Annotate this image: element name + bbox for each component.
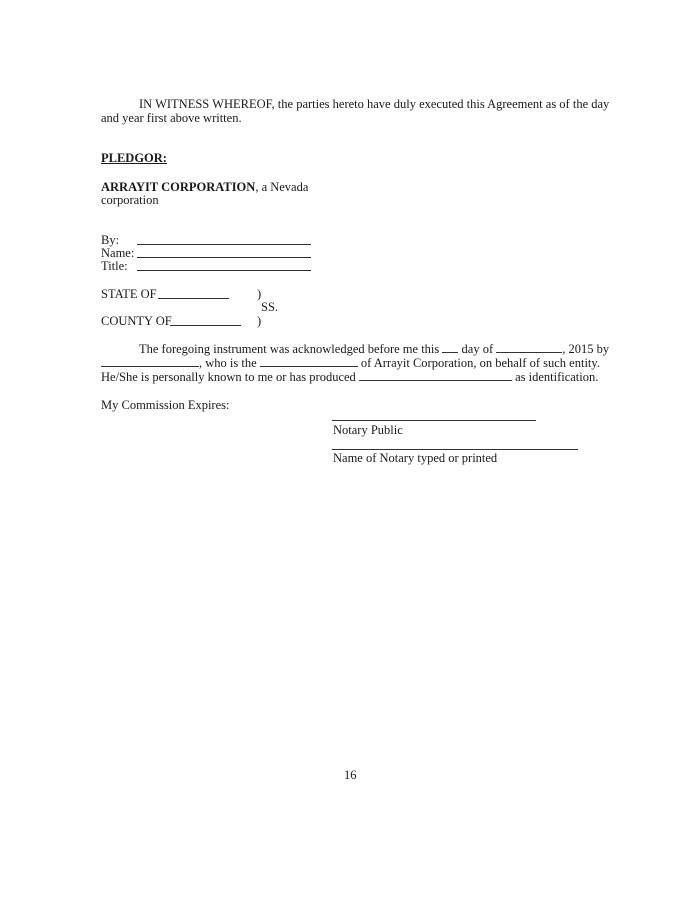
- witness-line-2: and year first above written.: [101, 111, 242, 125]
- notary-name-label: Name of Notary typed or printed: [333, 451, 498, 465]
- by-signature-line: [137, 244, 311, 245]
- ack-text-3a: He/She is personally known to me or has produced: [101, 370, 356, 384]
- month-blank: [496, 341, 562, 353]
- title-signature-line: [137, 270, 311, 271]
- day-blank: [442, 341, 458, 353]
- ack-line-3: [101, 369, 598, 384]
- state-paren: ): [257, 287, 262, 301]
- ack-text-1a: The foregoing instrument was acknowledged before me this: [139, 342, 440, 356]
- ack-text-3b: as identification.: [515, 370, 599, 384]
- state-blank: [158, 298, 229, 299]
- title-label: Title:: [101, 259, 128, 273]
- company-line-2: corporation: [101, 193, 159, 207]
- page-number: 16: [344, 768, 357, 782]
- ack-text-1c: , 2015 by: [562, 342, 610, 356]
- pledgor-company-line: [101, 180, 308, 194]
- ss-label: SS.: [261, 300, 279, 314]
- witness-line-1: IN WITNESS WHEREOF, the parties hereto have duly executed this Agreement as of the day: [139, 97, 610, 111]
- name-signature-line: [137, 257, 311, 258]
- company-suffix: , a Nevada: [255, 180, 309, 194]
- notary-signature-line: [332, 420, 536, 421]
- signer-blank: [101, 355, 199, 367]
- company-name: ARRAYIT CORPORATION: [101, 180, 256, 194]
- office-blank: [260, 355, 358, 367]
- ack-text-2a: , who is the: [199, 356, 257, 370]
- notary-name-line: [332, 449, 578, 450]
- county-paren: ): [257, 314, 262, 328]
- ack-line-2: [101, 355, 600, 370]
- by-label: By:: [101, 233, 120, 247]
- commission-label: My Commission Expires:: [101, 398, 230, 412]
- notary-public-label: Notary Public: [333, 423, 403, 437]
- ack-text-2b: of Arrayit Corporation, on behalf of such entity.: [360, 356, 600, 370]
- identification-blank: [359, 369, 512, 381]
- county-blank: [170, 325, 241, 326]
- ack-text-1b: day of: [461, 342, 494, 356]
- pledgor-heading: PLEDGOR:: [101, 151, 167, 165]
- state-label: STATE OF: [101, 287, 157, 301]
- county-label: COUNTY OF: [101, 314, 172, 328]
- ack-line-1: [139, 341, 609, 356]
- name-label: Name:: [101, 246, 135, 260]
